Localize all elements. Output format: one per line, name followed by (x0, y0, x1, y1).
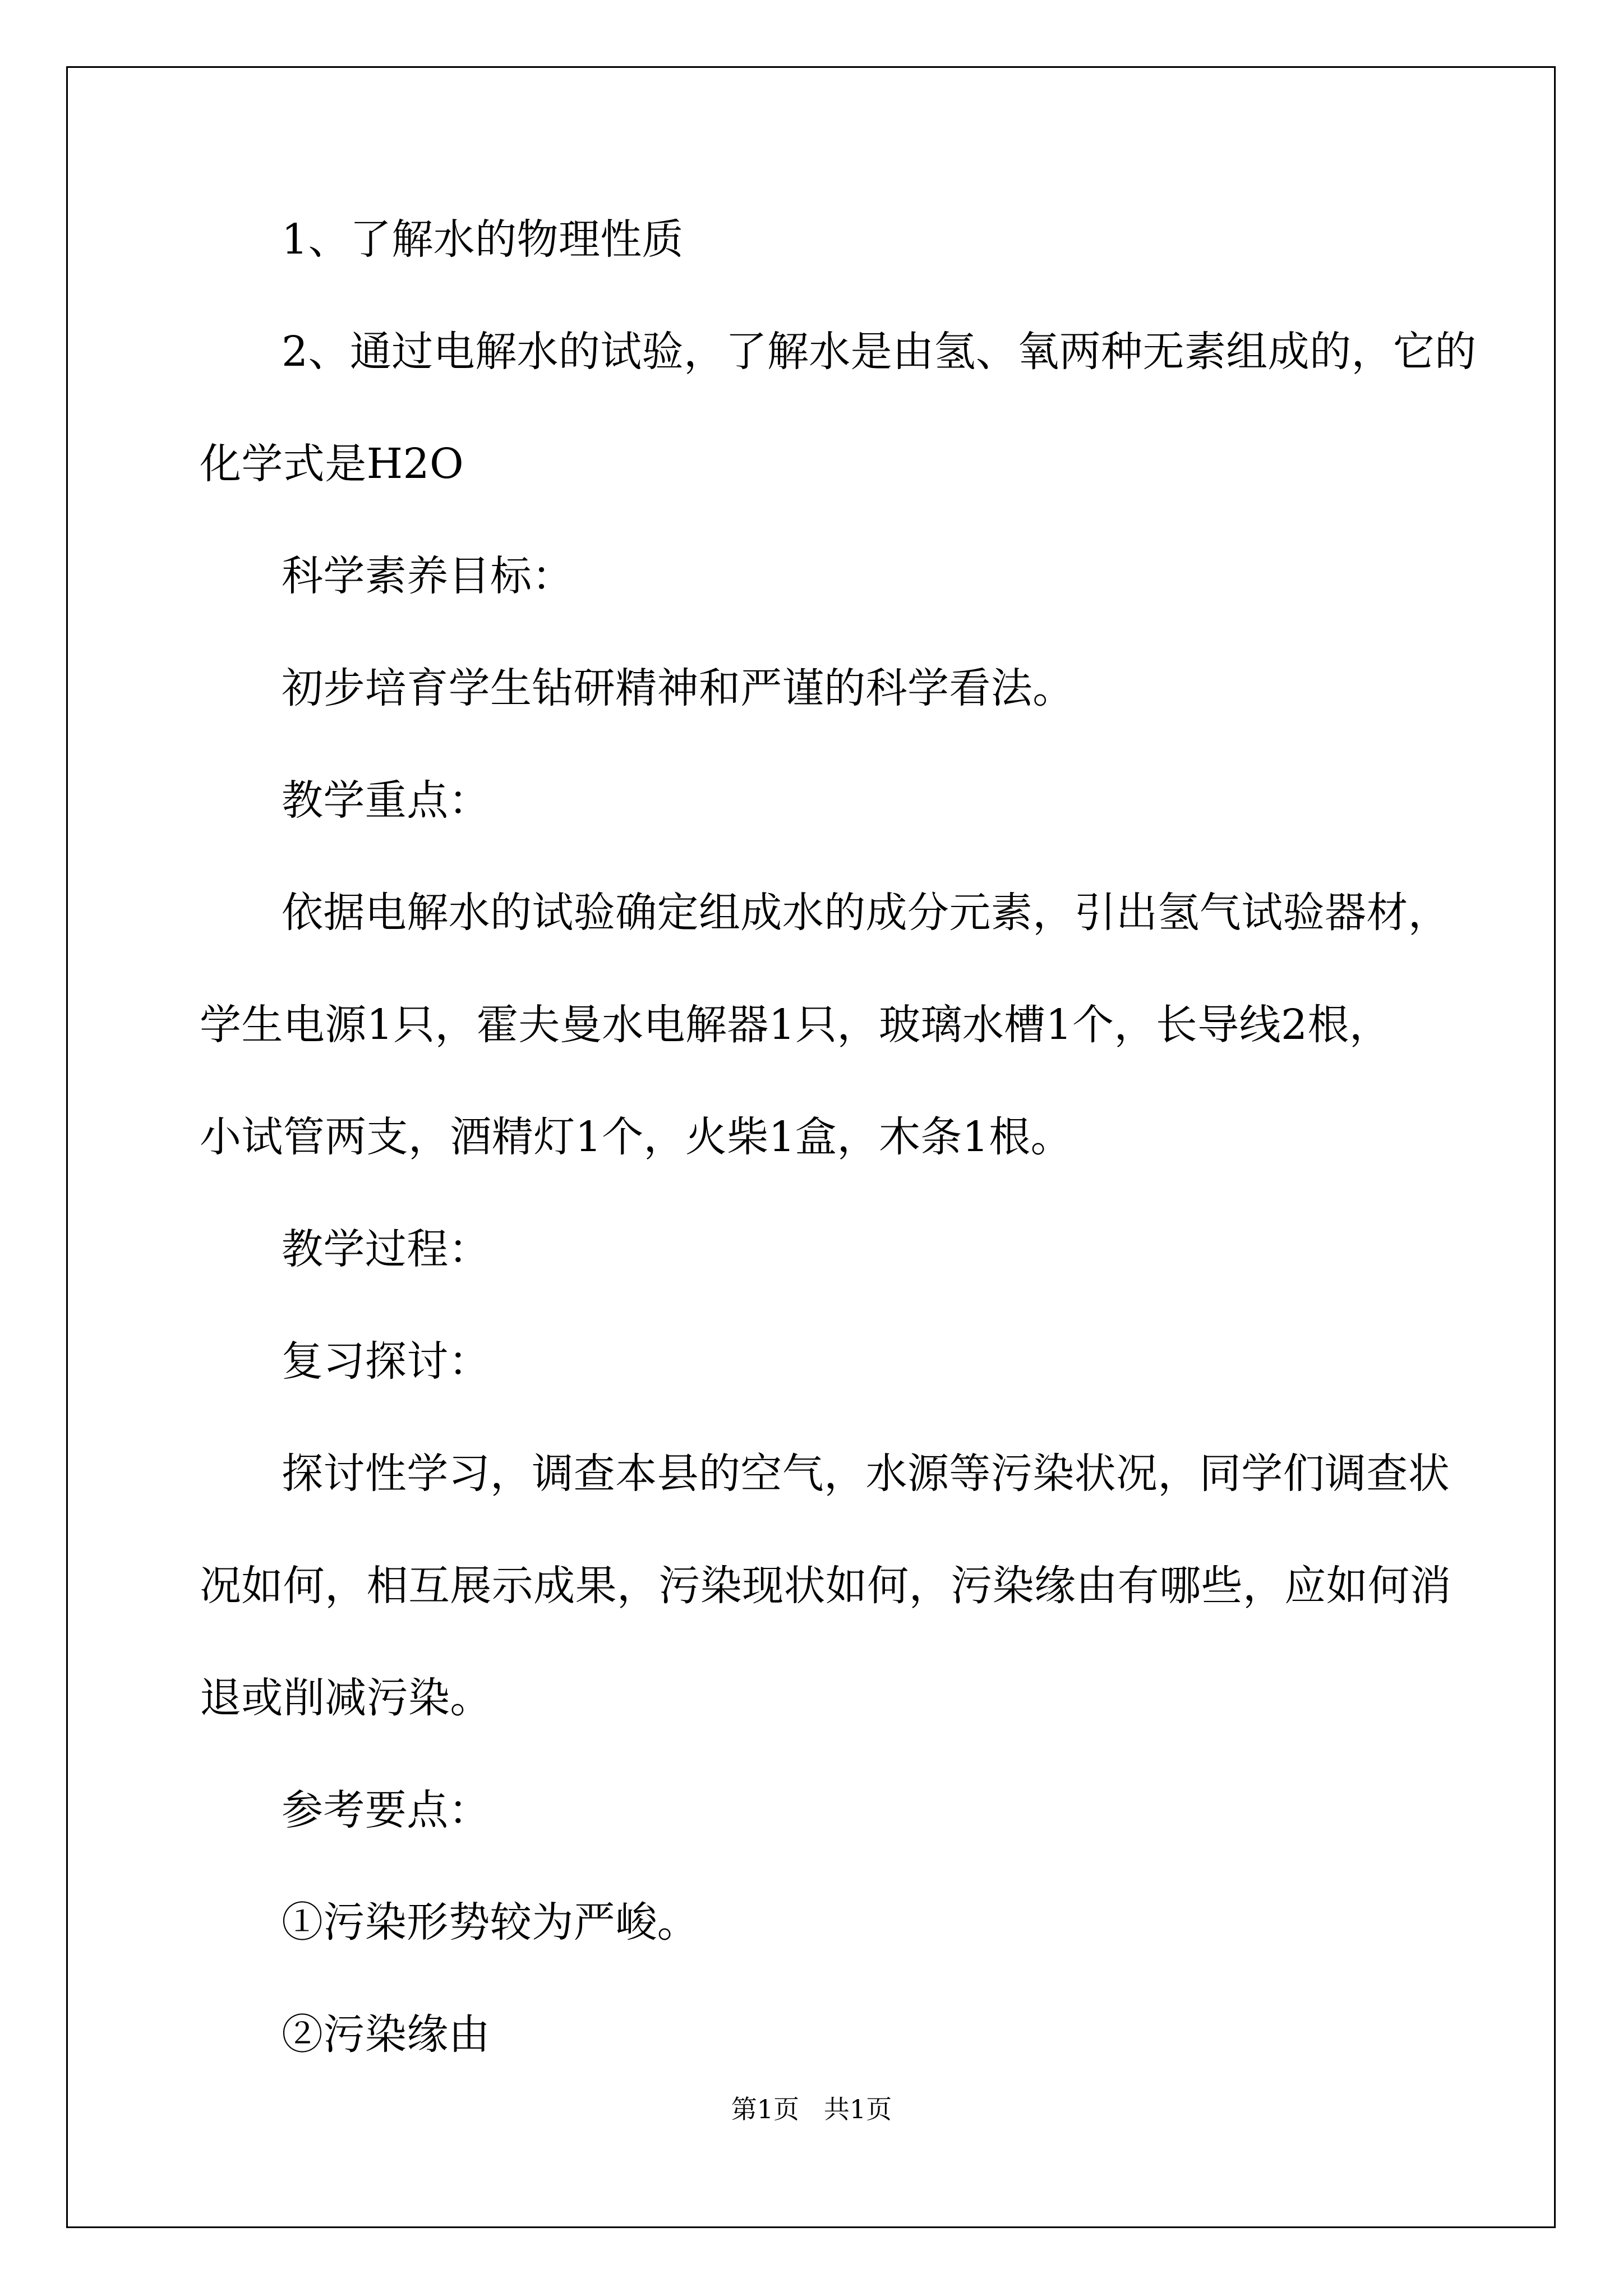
reference-point-1: ①污染形势较为严峻。 (282, 1898, 699, 1947)
section-heading-science-goals: 科学素养目标： (282, 552, 574, 600)
reference-point-2: ②污染缘由 (282, 2010, 490, 2059)
objective-2-line-1: 2、通过电解水的试验，了解水是由氢、氧两种无素组成的，它的 (282, 328, 1477, 376)
review-line-1: 探讨性学习，调查本县的空气，水源等污染状况，同学们调查状 (282, 1450, 1450, 1498)
review-line-3: 退或削减污染。 (200, 1674, 492, 1722)
objective-1: 1、了解水的物理性质 (282, 215, 684, 264)
key-points-line-1: 依据电解水的试验确定组成水的成分元素，引出氢气试验器材， (282, 889, 1450, 937)
key-points-line-3: 小试管两支，酒精灯1个，火柴1盒，木条1根。 (200, 1113, 1073, 1161)
section-heading-process: 教学过程： (282, 1225, 490, 1273)
section-heading-key-points: 教学重点： (282, 776, 490, 825)
section-heading-reference: 参考要点： (282, 1786, 490, 1834)
objective-2-line-2: 化学式是H2O (200, 440, 464, 488)
review-line-2: 况如何，相互展示成果，污染现状如何，污染缘由有哪些，应如何消 (200, 1562, 1451, 1610)
section-heading-review: 复习探讨： (282, 1337, 490, 1386)
key-points-line-2: 学生电源1只，霍夫曼水电解器1只，玻璃水槽1个，长导线2根， (200, 1001, 1391, 1049)
page-footer: 第1页 共1页 (731, 2094, 892, 2124)
science-goals-text: 初步培育学生钻研精神和严谨的科学看法。 (282, 664, 1075, 712)
